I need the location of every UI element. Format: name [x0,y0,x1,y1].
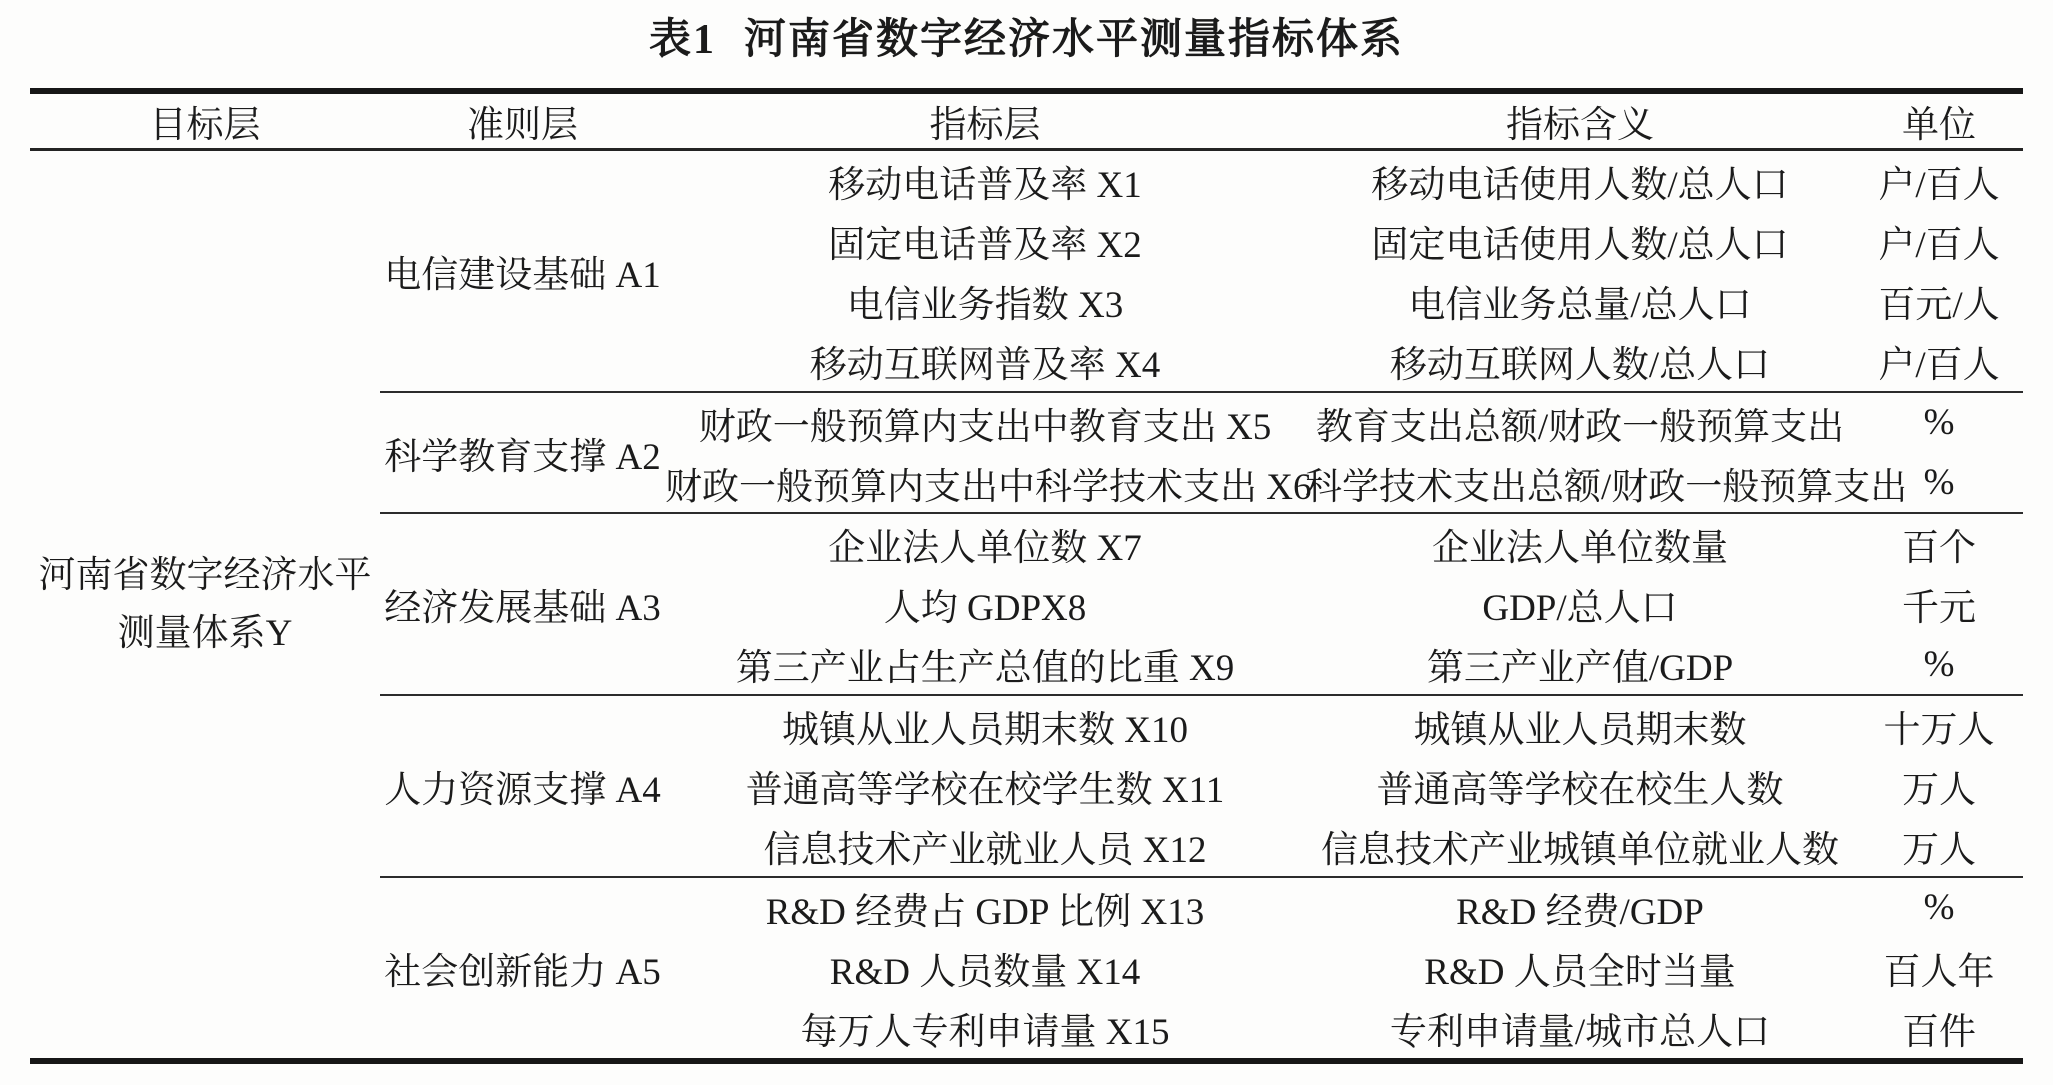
indicator-cell: 城镇从业人员期末数 X10 [665,695,1305,756]
unit-cell: 万人 [1902,770,1976,812]
indicator-cell: 第三产业占生产总值的比重 X9 [735,648,1235,690]
header-unit: 单位 [1855,91,2023,150]
unit-cell: 百个 [1855,513,2023,574]
meaning-cell: GDP/总人口 [1482,588,1678,630]
indicator-cell: 人均 GDPX8 [883,588,1087,630]
indicator-cell: R&D 经费占 GDP 比例 X13 [665,877,1305,938]
indicator-cell: 移动互联网普及率 X4 [809,344,1161,386]
meaning-cell: 电信业务总量/总人口 [1408,284,1752,326]
indicator-cell: 信息技术产业就业人员 X12 [763,829,1207,871]
meaning-cell: 移动互联网人数/总人口 [1389,344,1771,386]
indicator-system-table [30,88,2023,1064]
unit-cell: 户/百人 [1878,165,2000,206]
meaning-cell: 城镇从业人员期末数 [1305,695,1855,756]
meaning-cell: 科学技术支出总额/财政一般预算支出 [1305,466,1908,508]
unit-cell: % [1923,462,1955,503]
unit-cell: % [1923,643,1955,685]
unit-cell: 百元/人 [1878,284,2000,326]
meaning-cell: 移动电话使用人数/总人口 [1371,165,1789,206]
meaning-cell: 信息技术产业城镇单位就业人数 [1321,829,1839,871]
unit-cell: % [1855,392,2023,453]
indicator-cell: 普通高等学校在校学生数 X11 [745,770,1225,812]
meaning-cell: 企业法人单位数量 [1305,513,1855,574]
unit-cell: 户/百人 [1878,344,2000,386]
meaning-cell: R&D 经费/GDP [1305,877,1855,938]
indicator-cell: R&D 人员数量 X14 [829,951,1141,993]
unit-cell: 百人年 [1883,951,1995,993]
criterion-cell-a2: 科学教育支撑 A2 [380,392,665,514]
table-title [30,6,2023,66]
indicator-cell: 移动电话普及率 X1 [828,165,1142,206]
unit-cell: % [1855,877,2023,938]
unit-cell: 百件 [1902,1011,1976,1053]
indicator-cell: 每万人专利申请量 X15 [800,1011,1170,1053]
criterion-cell-a1: 电信建设基础 A1 [384,254,661,296]
target-layer-cell: 河南省数字经济水平测量体系Y [38,555,372,654]
meaning-cell: 第三产业产值/GDP [1426,648,1734,690]
indicator-cell: 财政一般预算内支出中教育支出 X5 [665,392,1305,453]
table-number-label: 表1 [648,17,716,63]
unit-cell: 户/百人 [1878,224,2000,266]
header-target-layer: 目标层 [30,91,380,150]
criterion-cell-a5: 社会创新能力 A5 [380,877,665,1061]
criterion-cell-a4: 人力资源支撑 A4 [380,695,665,877]
header-indicator-meaning: 指标含义 [1305,91,1855,150]
indicator-cell: 电信业务指数 X3 [846,284,1124,326]
header-indicator-layer: 指标层 [665,91,1305,150]
indicator-cell: 企业法人单位数 X7 [665,513,1305,574]
indicator-cell: 财政一般预算内支出中科学技术支出 X6 [665,466,1312,508]
table-row [30,150,2023,212]
meaning-cell: 专利申请量/城市总人口 [1389,1011,1771,1053]
meaning-cell: 教育支出总额/财政一般预算支出 [1305,392,1855,453]
unit-cell: 千元 [1902,588,1976,630]
meaning-cell: 普通高等学校在校生人数 [1376,770,1784,812]
header-row [30,91,2023,150]
meaning-cell: 固定电话使用人数/总人口 [1371,224,1789,266]
criterion-cell-a3: 经济发展基础 A3 [380,513,665,695]
table-title-text: 河南省数字经济水平测量指标体系 [744,17,1405,63]
header-criterion-layer: 准则层 [380,91,665,150]
indicator-cell: 固定电话普及率 X2 [828,224,1142,266]
unit-cell: 十万人 [1855,695,2023,756]
meaning-cell: R&D 人员全时当量 [1424,951,1736,993]
unit-cell: 万人 [1902,829,1976,871]
